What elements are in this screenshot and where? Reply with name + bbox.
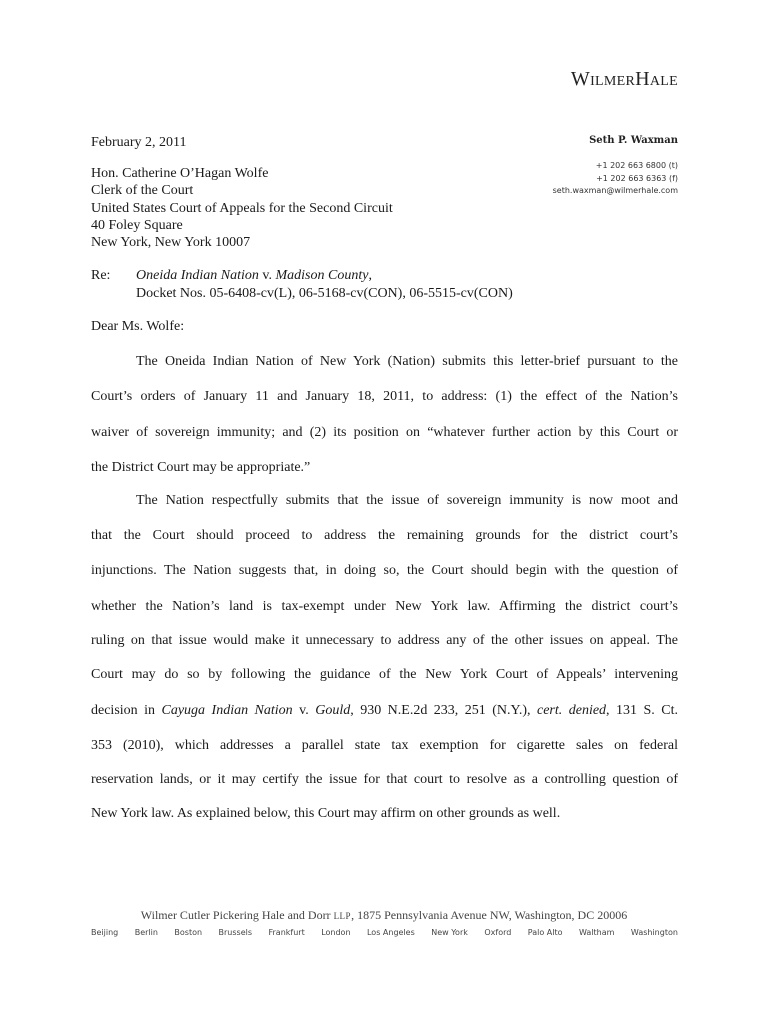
recipient-city: New York, New York 10007 [91, 235, 251, 250]
re-case-caption [136, 267, 372, 284]
sender-name: Seth P. Waxman [589, 135, 678, 146]
office-brussels: Brussels [218, 928, 253, 937]
para1-line-1: The Oneida Indian Nation of New York (Nation) submits this letter-brief pursuant to the [136, 354, 678, 369]
para1-line-4: the District Court may be appropriate.” [91, 460, 311, 475]
office-beijing: Beijing [91, 928, 119, 937]
office-boston: Boston [174, 928, 203, 937]
case-party-1: Oneida Indian Nation [136, 268, 259, 283]
para2-line-3: injunctions. The Nation suggests that, in doing so, the Court should begin with the question of [91, 563, 678, 578]
para1-line-2: Court’s orders of January 11 and January 18, 2011, to address: (1) the effect of the Nation’s [91, 389, 678, 404]
office-berlin: Berlin [134, 928, 158, 937]
case-v: v. [258, 268, 276, 283]
para2-last-line: New York law. As explained below, this Court may affirm on other grounds as well. [91, 806, 561, 821]
recipient-name: Hon. Catherine O’Hagan Wolfe [91, 166, 269, 181]
office-new-york: New York [431, 928, 468, 937]
office-los-angeles: Los Angeles [366, 928, 415, 937]
sender-email[interactable]: seth.waxman@wilmerhale.com [552, 186, 678, 195]
office-palo-alto: Palo Alto [527, 928, 563, 937]
para2-line-4: whether the Nation’s land is tax-exempt under New York law. Affirming the district court’s [91, 599, 678, 614]
sender-phone: +1 202 663 6800 (t) [595, 161, 678, 170]
case-party-2: Madison County [275, 268, 369, 283]
para2-line-1: The Nation respectfully submits that the issue of sovereign immunity is now moot and [136, 493, 678, 508]
case-comma: , [368, 268, 372, 283]
office-washington: Washington [630, 928, 678, 937]
salutation: Dear Ms. Wolfe: [91, 319, 185, 334]
footer-address [0, 908, 768, 923]
cite-sct: , 131 S. Ct. [606, 703, 678, 718]
re-docket: Docket Nos. 05-6408-cv(L), 06-5168-cv(CON), 06-5515-cv(CON) [136, 286, 513, 301]
recipient-court: United States Court of Appeals for the Second Circuit [91, 201, 393, 216]
para2-citation-line [91, 702, 678, 719]
footer-llp: LLP [333, 911, 352, 921]
office-waltham: Waltham [579, 928, 615, 937]
office-london: London [321, 928, 351, 937]
recipient-street: 40 Foley Square [91, 218, 183, 233]
footer-offices [91, 928, 678, 937]
cite-case-2: Gould [315, 703, 351, 718]
para2-line-6: Court may do so by following the guidance of the New York Court of Appeals’ intervening [91, 667, 678, 682]
para1-line-3: waiver of sovereign immunity; and (2) its position on “whatever further action by this Court or [91, 425, 678, 440]
cite-case-1: Cayuga Indian Nation [161, 703, 293, 718]
re-label: Re: [91, 268, 111, 283]
letter-date: February 2, 2011 [91, 135, 187, 150]
cite-lead: decision in [91, 703, 162, 718]
cite-cert: cert. denied [536, 703, 607, 718]
para2-line-5: ruling on that issue would make it unnecessary to address any of the other issues on appeal. The [91, 633, 678, 648]
footer-firm: Wilmer Cutler Pickering Hale and Dorr [140, 908, 334, 922]
sender-fax: +1 202 663 6363 (f) [596, 174, 678, 183]
para2-line-2: that the Court should proceed to address the remaining grounds for the district court’s [91, 528, 678, 543]
firm-logo: WilmerHale [570, 68, 678, 90]
para2-line-9: reservation lands, or it may certify the issue for that court to resolve as a controlling question of [91, 772, 678, 787]
office-frankfurt: Frankfurt [268, 928, 305, 937]
recipient-title: Clerk of the Court [91, 183, 194, 198]
cite-v: v. [292, 703, 316, 718]
cite-reporter: , 930 N.E.2d 233, 251 (N.Y.), [350, 703, 537, 718]
footer-street: , 1875 Pennsylvania Avenue NW, Washington, DC 20006 [351, 908, 628, 922]
para2-line-8: 353 (2010), which addresses a parallel state tax exemption for cigarette sales on federal [91, 738, 678, 753]
office-oxford: Oxford [484, 928, 512, 937]
